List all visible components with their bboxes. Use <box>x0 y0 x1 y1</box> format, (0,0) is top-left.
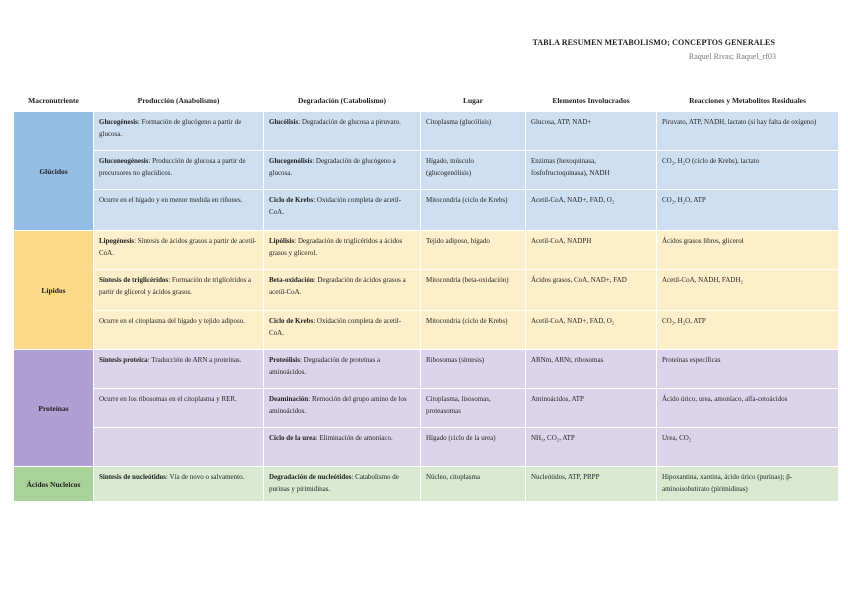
cell-reacciones: Urea, CO₂ <box>657 428 839 467</box>
cell-degradacion: Deaminación: Remoción del grupo amino de los aminoácidos. <box>264 389 421 428</box>
col-reacciones: Reacciones y Metabolitos Residuales <box>689 95 806 105</box>
table-row <box>14 231 839 270</box>
cell-reacciones: Ácidos grasos libres, glicerol <box>657 231 839 270</box>
cell-lugar: Tejido adiposo, hígado <box>421 231 526 270</box>
cell-reacciones: Acetil-CoA, NADH, FADH₂ <box>657 270 839 311</box>
table-row <box>14 270 839 311</box>
cell-produccion: Síntesis proteica: Traducción de ARN a proteínas. <box>94 350 264 389</box>
cell-elementos: NH₃, CO₂, ATP <box>526 428 657 467</box>
cell-produccion: Ocurre en los ribosomas en el citoplasma y RER. <box>94 389 264 428</box>
cell-lugar: Mitocondria (ciclo de Krebs) <box>421 311 526 350</box>
cell-produccion <box>94 428 264 467</box>
cell-produccion: Lipogénesis: Síntesis de ácidos grasos a partir de acetil-CoA. <box>94 231 264 270</box>
table-row <box>14 389 839 428</box>
cell-lugar: Hígado, músculo (glucogenólisis) <box>421 151 526 190</box>
cell-degradacion: Lipólisis: Degradación de triglicéridos a ácidos grasos y glicerol. <box>264 231 421 270</box>
cell-elementos: Glucosa, ATP, NAD+ <box>526 112 657 151</box>
cell-elementos: Nucleótidos, ATP, PRPP <box>526 467 657 502</box>
cell-produccion: Síntesis de nucleótidos: Vía de novo o salvamento. <box>94 467 264 502</box>
cell-elementos: Acetil-CoA, NAD+, FAD, O₂ <box>526 311 657 350</box>
cell-produccion: Gluconeogénesis: Producción de glucosa a partir de precursores no glucídicos. <box>94 151 264 190</box>
cell-lugar: Mitocondria (beta-oxidación) <box>421 270 526 311</box>
cell-degradacion: Beta-oxidación: Degradación de ácidos grasos a acetil-CoA. <box>264 270 421 311</box>
header-row <box>14 89 839 112</box>
table-row <box>14 190 839 231</box>
cell-reacciones: CO₂, H₂O, ATP <box>657 190 839 231</box>
cell-degradacion: Proteólisis: Degradación de proteínas a aminoácidos. <box>264 350 421 389</box>
cell-elementos: Aminoácidos, ATP <box>526 389 657 428</box>
cell-lugar: Hígado (ciclo de la urea) <box>421 428 526 467</box>
col-lugar: Lugar <box>462 95 483 105</box>
cell-degradacion: Glucogenólisis: Degradación de glucógeno a glucosa. <box>264 151 421 190</box>
table-row <box>14 467 839 502</box>
macro-glucidos: Glúcidos <box>14 112 94 231</box>
cell-lugar: Ribosomas (síntesis) <box>421 350 526 389</box>
cell-elementos: Ácidos grasos, CoA, NAD+, FAD <box>526 270 657 311</box>
cell-elementos: Acetil-CoA, NAD+, FAD, O₂ <box>526 190 657 231</box>
col-degradacion: Degradación (Catabolismo) <box>297 95 387 105</box>
metabolism-table <box>13 89 839 502</box>
cell-lugar: Citoplasma, lisosomas, proteasomas <box>421 389 526 428</box>
cell-reacciones: Proteínas específicas <box>657 350 839 389</box>
macro-acidos-nucleicos: Ácidos Nucleicos <box>14 467 94 502</box>
cell-produccion: Síntesis de triglicéridos: Formación de triglicéridos a partir de glicerol y ácidos grasos. <box>94 270 264 311</box>
cell-produccion: Ocurre en el citoplasma del hígado y tejido adiposo. <box>94 311 264 350</box>
cell-reacciones: Piruvato, ATP, NADH, lactato (si hay falta de oxígeno) <box>657 112 839 151</box>
cell-degradacion: Degradación de nucleótidos: Catabolismo de purinas y pirimidinas. <box>264 467 421 502</box>
table-row <box>14 151 839 190</box>
cell-elementos: ARNm, ARNt, ribosomas <box>526 350 657 389</box>
table-row <box>14 311 839 350</box>
cell-produccion: Ocurre en el hígado y en menor medida en riñones. <box>94 190 264 231</box>
table-row <box>14 350 839 389</box>
cell-reacciones: CO₂, H₂O (ciclo de Krebs), lactato <box>657 151 839 190</box>
cell-degradacion: Ciclo de Krebs: Oxidación completa de acetil-CoA. <box>264 190 421 231</box>
macro-lipidos: Lípidos <box>14 231 94 350</box>
col-elementos: Elementos Involucrados <box>552 95 630 105</box>
cell-produccion: Glucogénesis: Formación de glucógeno a partir de glucosa. <box>94 112 264 151</box>
cell-reacciones: Ácido úrico, urea, amoníaco, alfa-cetoácidos <box>657 389 839 428</box>
cell-lugar: Citoplasma (glucólisis) <box>421 112 526 151</box>
cell-elementos: Enzimas (hexoquinasa, fosfofructoquinasa), NADH <box>526 151 657 190</box>
cell-degradacion: Ciclo de Krebs: Oxidación completa de acetil-CoA. <box>264 311 421 350</box>
cell-degradacion: Glucólisis: Degradación de glucosa a piruvato. <box>264 112 421 151</box>
document-title: TABLA RESUMEN METABOLISMO; CONCEPTOS GENERALES <box>532 38 775 47</box>
table-row <box>14 428 839 467</box>
macro-proteinas: Proteínas <box>14 350 94 467</box>
cell-elementos: Acetil-CoA, NADPH <box>526 231 657 270</box>
col-macronutriente: Macronutriente <box>28 95 79 105</box>
col-produccion: Producción (Anabolismo) <box>137 95 220 105</box>
document-author: Raquel Rivas; Raquel_rf03 <box>688 52 776 61</box>
cell-lugar: Mitocondria (ciclo de Krebs) <box>421 190 526 231</box>
cell-degradacion: Ciclo de la urea: Eliminación de amoníaco. <box>264 428 421 467</box>
table-row <box>14 112 839 151</box>
cell-lugar: Núcleo, citoplasma <box>421 467 526 502</box>
cell-reacciones: Hipoxantina, xantina, ácido úrico (purinas); β-aminoisobutirato (pirimidinas) <box>657 467 839 502</box>
cell-reacciones: CO₂, H₂O, ATP <box>657 311 839 350</box>
